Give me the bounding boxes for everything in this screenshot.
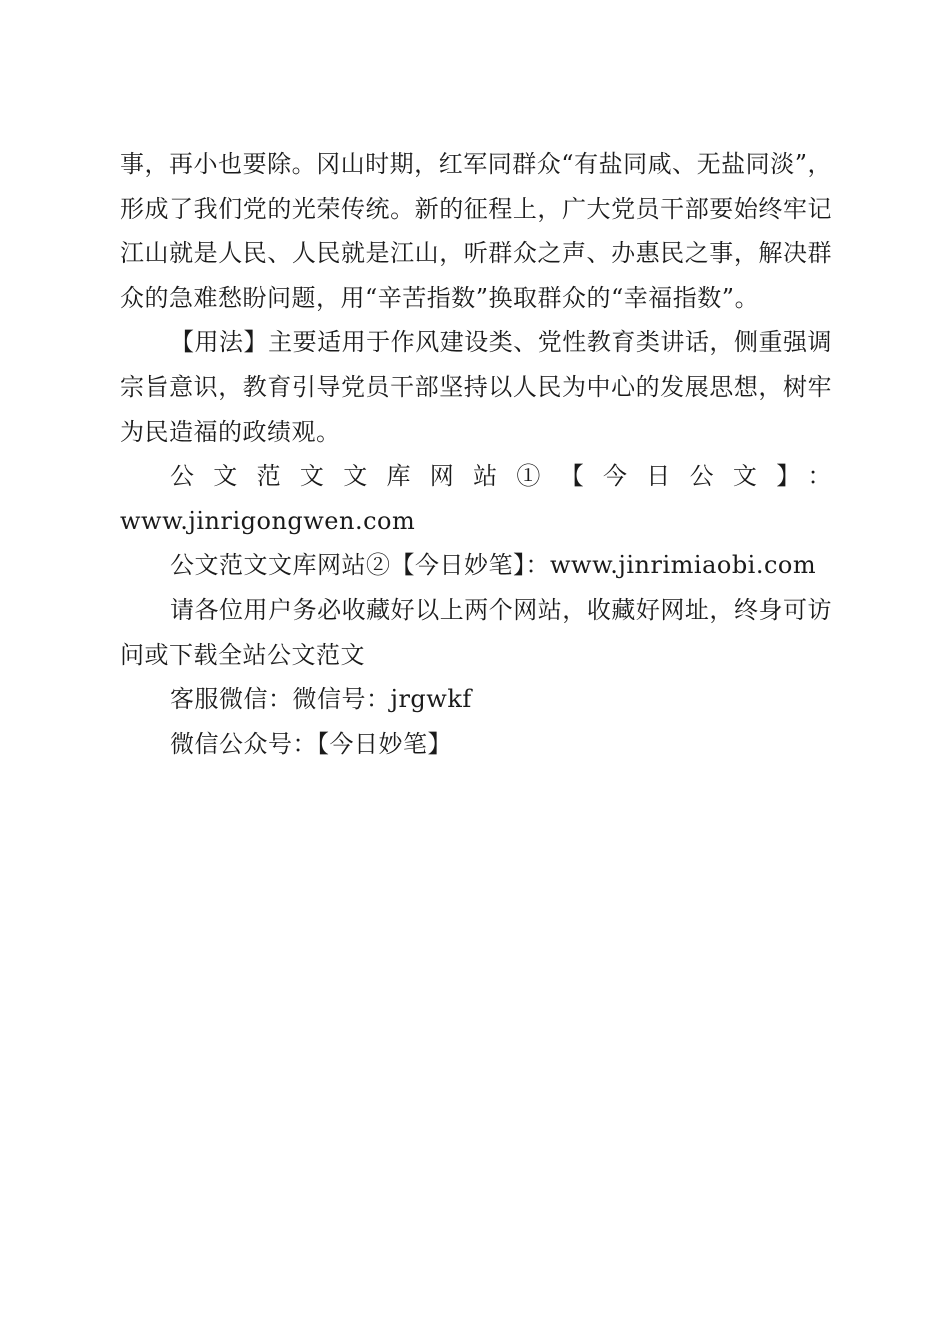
body-paragraph: 事，再小也要除。冈山时期，红军同群众“有盐同咸、无盐同淡”，形成了我们党的光荣传统。新的征程上，广大党员干部要始终牢记江山就是人民、人民就是江山，听群众之声、办惠民之事，解决群众的急难愁盼问题，用“辛苦指数”换取群众的“幸福指数”。 (120, 150, 832, 312)
document-body (120, 142, 832, 766)
bookmark-notice: 请各位用户务必收藏好以上两个网站，收藏好网址，终身可访问或下载全站公文范文 (120, 595, 832, 669)
site1-line: 公文范文文库网站①【今日公文】： (170, 462, 832, 491)
site1-url[interactable]: www.jinrigongwen.com (120, 506, 416, 535)
official-account: 微信公众号：【今日妙笔】 (170, 729, 452, 758)
service-wechat: 客服微信：微信号：jrgwkf (170, 685, 472, 714)
site2-line[interactable]: 公文范文文库网站②【今日妙笔】：www.jinrimiaobi.com (170, 551, 817, 580)
usage-paragraph: 【用法】主要适用于作风建设类、党性教育类讲话，侧重强调宗旨意识，教育引导党员干部坚持以人民为中心的发展思想，树牢为民造福的政绩观。 (120, 328, 832, 446)
